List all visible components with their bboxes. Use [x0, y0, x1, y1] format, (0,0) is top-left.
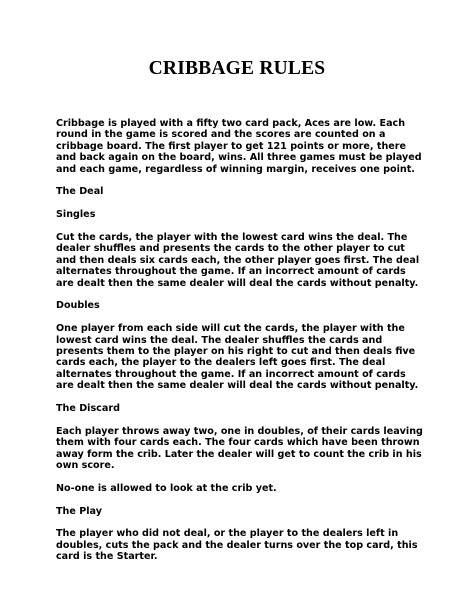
- subsection-heading-doubles: Doubles: [56, 300, 100, 312]
- crib-note-paragraph: No-one is allowed to look at the crib yet.: [56, 482, 277, 494]
- intro-paragraph: Cribbage is played with a fifty two card pack, Aces are low. Each round in the game is scored and the scores are counted on a cribbage board. The first player to get 121 points or more, there and back again on the board, wins. All three games must be played and each game, regardless of winning margin, receives one point.: [56, 118, 422, 175]
- doubles-paragraph: One player from each side will cut the cards, the player with the lowest card wins the deal. The dealer shuffles the cards and presents them to the player on his right to cut and then deals five cards each, the player to the dealers left goes first. The deal alternates throughout the game. If an incorrect amount of cards are dealt then the same dealer will deal the cards without penalty.: [56, 323, 419, 392]
- section-heading-the-discard: The Discard: [56, 403, 120, 415]
- document-title: CRIBBAGE RULES: [148, 58, 326, 79]
- singles-paragraph: Cut the cards, the player with the lowest card wins the deal. The dealer shuffles and presents the cards to the other player to cut and then deals six cards each, the other player goes first. The deal alternates throughout the game. If an incorrect amount of cards are dealt then the same dealer will deal the cards without penalty.: [56, 232, 420, 289]
- document-body: [56, 118, 424, 574]
- play-paragraph: The player who did not deal, or the player to the dealers left in doubles, cuts the pack and the dealer turns over the top card, this card is the Starter.: [56, 528, 418, 563]
- subsection-heading-singles: Singles: [56, 209, 96, 221]
- section-heading-the-play: The Play: [56, 505, 102, 517]
- discard-paragraph: Each player throws away two, one in doubles, of their cards leaving them with four cards each. The four cards which have been thrown away form the crib. Later the dealer will get to count the crib in his own score.: [56, 425, 423, 472]
- section-heading-the-deal: The Deal: [56, 186, 104, 198]
